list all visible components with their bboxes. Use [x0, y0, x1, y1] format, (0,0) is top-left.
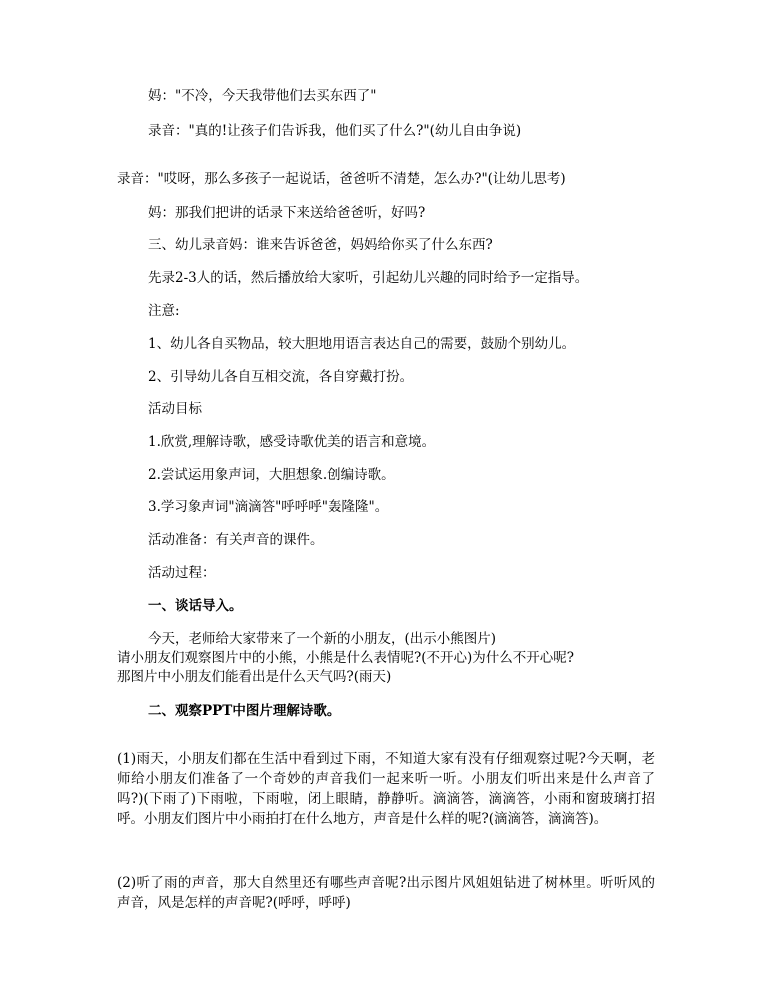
wind-paragraph: (2)听了雨的声音，那大自然里还有哪些声音呢?出示图片风姐姐钻进了树林里。听听风的声音，风是怎样的声音呢?(呼呼，呼呼) [117, 875, 655, 911]
step-one-line-1: 今天，老师给大家带来了一个新的小朋友，(出示小熊图片) [148, 631, 497, 647]
dialogue-line-mom-1: 妈："不冷，今天我带他们去买东西了" [148, 88, 377, 104]
dialogue-line-recording-2: 录音："哎呀，那么多孩子一起说话，爸爸听不清楚，怎么办?"(让幼儿思考) [117, 171, 566, 187]
step-one-line-2: 请小朋友们观察图片中的小熊，小熊是什么表情呢?(不开心)为什么不开心呢? [117, 650, 575, 666]
preparation-line: 活动准备：有关声音的课件。 [148, 532, 324, 548]
goals-heading: 活动目标 [148, 401, 202, 417]
goal-item-3: 3.学习象声词"滴滴答"呼呼呼"轰隆隆"。 [148, 499, 389, 515]
instruction-line: 先录2-3人的话，然后播放给大家听，引起幼儿兴趣的同时给予一定指导。 [148, 270, 589, 286]
step-one-heading: 一、谈话导入。 [148, 598, 243, 614]
goal-item-1: 1.欣赏,理解诗歌，感受诗歌优美的语言和意境。 [148, 434, 436, 450]
goal-item-2: 2.尝试运用象声词，大胆想象.创编诗歌。 [148, 467, 395, 483]
step-two-heading: 二、观察PPT中图片理解诗歌。 [148, 703, 341, 719]
dialogue-line-recording-1: 录音："真的!让孩子们告诉我，他们买了什么?"(幼儿自由争说) [148, 123, 522, 139]
step-one-line-3: 那图片中小朋友们能看出是什么天气吗?(雨天) [117, 669, 392, 685]
process-heading: 活动过程： [148, 565, 216, 581]
dialogue-line-mom-2: 妈：那我们把讲的话录下来送给爸爸听，好吗? [148, 205, 426, 221]
note-item-1: 1、幼儿各自买物品，较大胆地用语言表达自己的需要，鼓励个别幼儿。 [148, 336, 576, 352]
section-three-line: 三、幼儿录音妈：谁来告诉爸爸，妈妈给你买了什么东西? [148, 237, 493, 253]
note-item-2: 2、引导幼儿各自互相交流，各自穿戴打扮。 [148, 369, 414, 385]
note-heading: 注意: [148, 303, 180, 319]
rain-paragraph: (1)雨天，小朋友们都在生活中看到过下雨，不知道大家有没有仔细观察过呢?今天啊，老师给小朋友们准备了一个奇妙的声音我们一起来听一听。小朋友们听出来是什么声音了吗?)(下雨了)下雨啦，下雨啦，闭上眼睛，静静听。滴滴答，滴滴答，小雨和窗玻璃打招呼。小朋友们图片中小雨拍打在什么地方，声音是什么样的呢?(滴滴答，滴滴答)。 [117, 751, 655, 827]
